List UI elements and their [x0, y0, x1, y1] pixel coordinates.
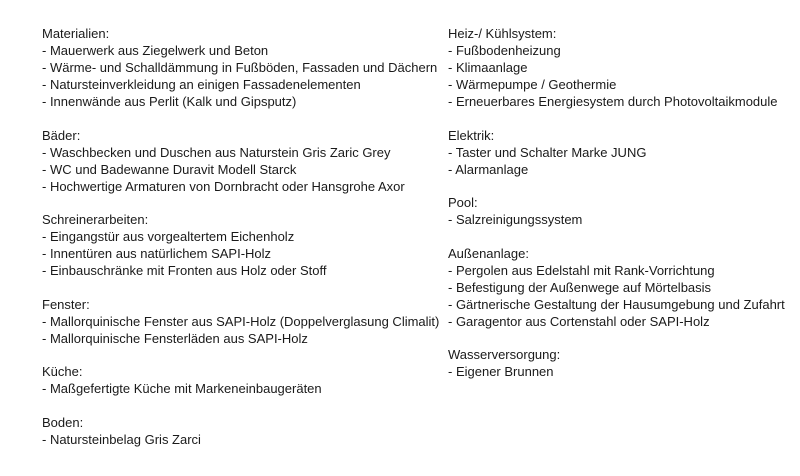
section-title: Boden: [42, 414, 84, 430]
list-item: - Klimaanlage [448, 60, 528, 75]
list-item: - Fußbodenheizung [448, 43, 561, 58]
list-item: - Natursteinbelag Gris Zarci [42, 431, 201, 447]
list-item: - Taster und Schalter Marke JUNG [448, 144, 647, 160]
list-item: - Wärme- und Schalldämmung in Fußböden, Fassaden und Dächern [42, 60, 438, 75]
list-item: - Alarmanlage [448, 161, 529, 177]
list-item: - WC und Badewanne Duravit Modell Starck [42, 161, 297, 177]
section-boden [42, 414, 432, 448]
list-item: - Eigener Brunnen [448, 364, 554, 379]
list-item: - Mallorquinische Fensterläden aus SAPI-Holz [42, 330, 308, 346]
list-item: - Erneuerbares Energiesystem durch Photovoltaikmodule [448, 94, 778, 109]
section-title: Elektrik: [448, 127, 495, 143]
list-item: - Einbauschränke mit Fronten aus Holz oder Stoff [42, 263, 327, 278]
section-title: Wasserversorgung: [448, 347, 561, 362]
list-item: - Waschbecken und Duschen aus Naturstein Gris Zaric Grey [42, 144, 391, 160]
section-pool [448, 194, 793, 228]
list-item: - Gärtnerische Gestaltung der Hausumgebung und Zufahrt [448, 296, 785, 312]
list-item: - Innenwände aus Perlit (Kalk und Gipsputz) [42, 94, 297, 109]
section-title: Küche: [42, 364, 83, 379]
section-elektrik [448, 127, 793, 178]
section-title: Pool: [448, 195, 478, 210]
list-item: - Innentüren aus natürlichem SAPI-Holz [42, 246, 272, 261]
list-item: - Maßgefertigte Küche mit Markeneinbaugeräten [42, 381, 322, 396]
list-item: - Wärmepumpe / Geothermie [448, 77, 617, 92]
section-kueche [42, 363, 432, 397]
section-title: Bäder: [42, 127, 81, 143]
list-item: - Pergolen aus Edelstahl mit Rank-Vorrichtung [448, 262, 715, 278]
section-title: Fenster: [42, 296, 90, 312]
right-column [448, 25, 793, 397]
section-aussenanlage [448, 245, 793, 330]
section-materialien [42, 25, 438, 110]
section-heiz-kuehlsystem [448, 25, 793, 110]
section-title: Materialien: [42, 26, 110, 41]
list-item: - Garagentor aus Cortenstahl oder SAPI-Holz [448, 313, 710, 329]
section-fenster [42, 296, 440, 347]
list-item: - Mauerwerk aus Ziegelwerk und Beton [42, 43, 269, 58]
list-item: - Mallorquinische Fenster aus SAPI-Holz (Doppelverglasung Climalit) [42, 313, 440, 329]
section-baeder [42, 127, 432, 195]
section-title: Heiz-/ Kühlsystem: [448, 26, 557, 41]
list-item: - Salzreinigungssystem [448, 212, 583, 227]
section-title: Außenanlage: [448, 245, 529, 261]
list-item: - Eingangstür aus vorgealtertem Eichenholz [42, 229, 295, 244]
section-title: Schreinerarbeiten: [42, 212, 149, 227]
left-column [42, 25, 440, 464]
section-wasserversorgung [448, 346, 793, 380]
list-item: - Natursteinverkleidung an einigen Fassadenelementen [42, 77, 361, 92]
list-item: - Befestigung der Außenwege auf Mörtelbasis [448, 279, 712, 295]
section-schreinerarbeiten [42, 211, 432, 279]
list-item: - Hochwertige Armaturen von Dornbracht oder Hansgrohe Axor [42, 178, 405, 194]
